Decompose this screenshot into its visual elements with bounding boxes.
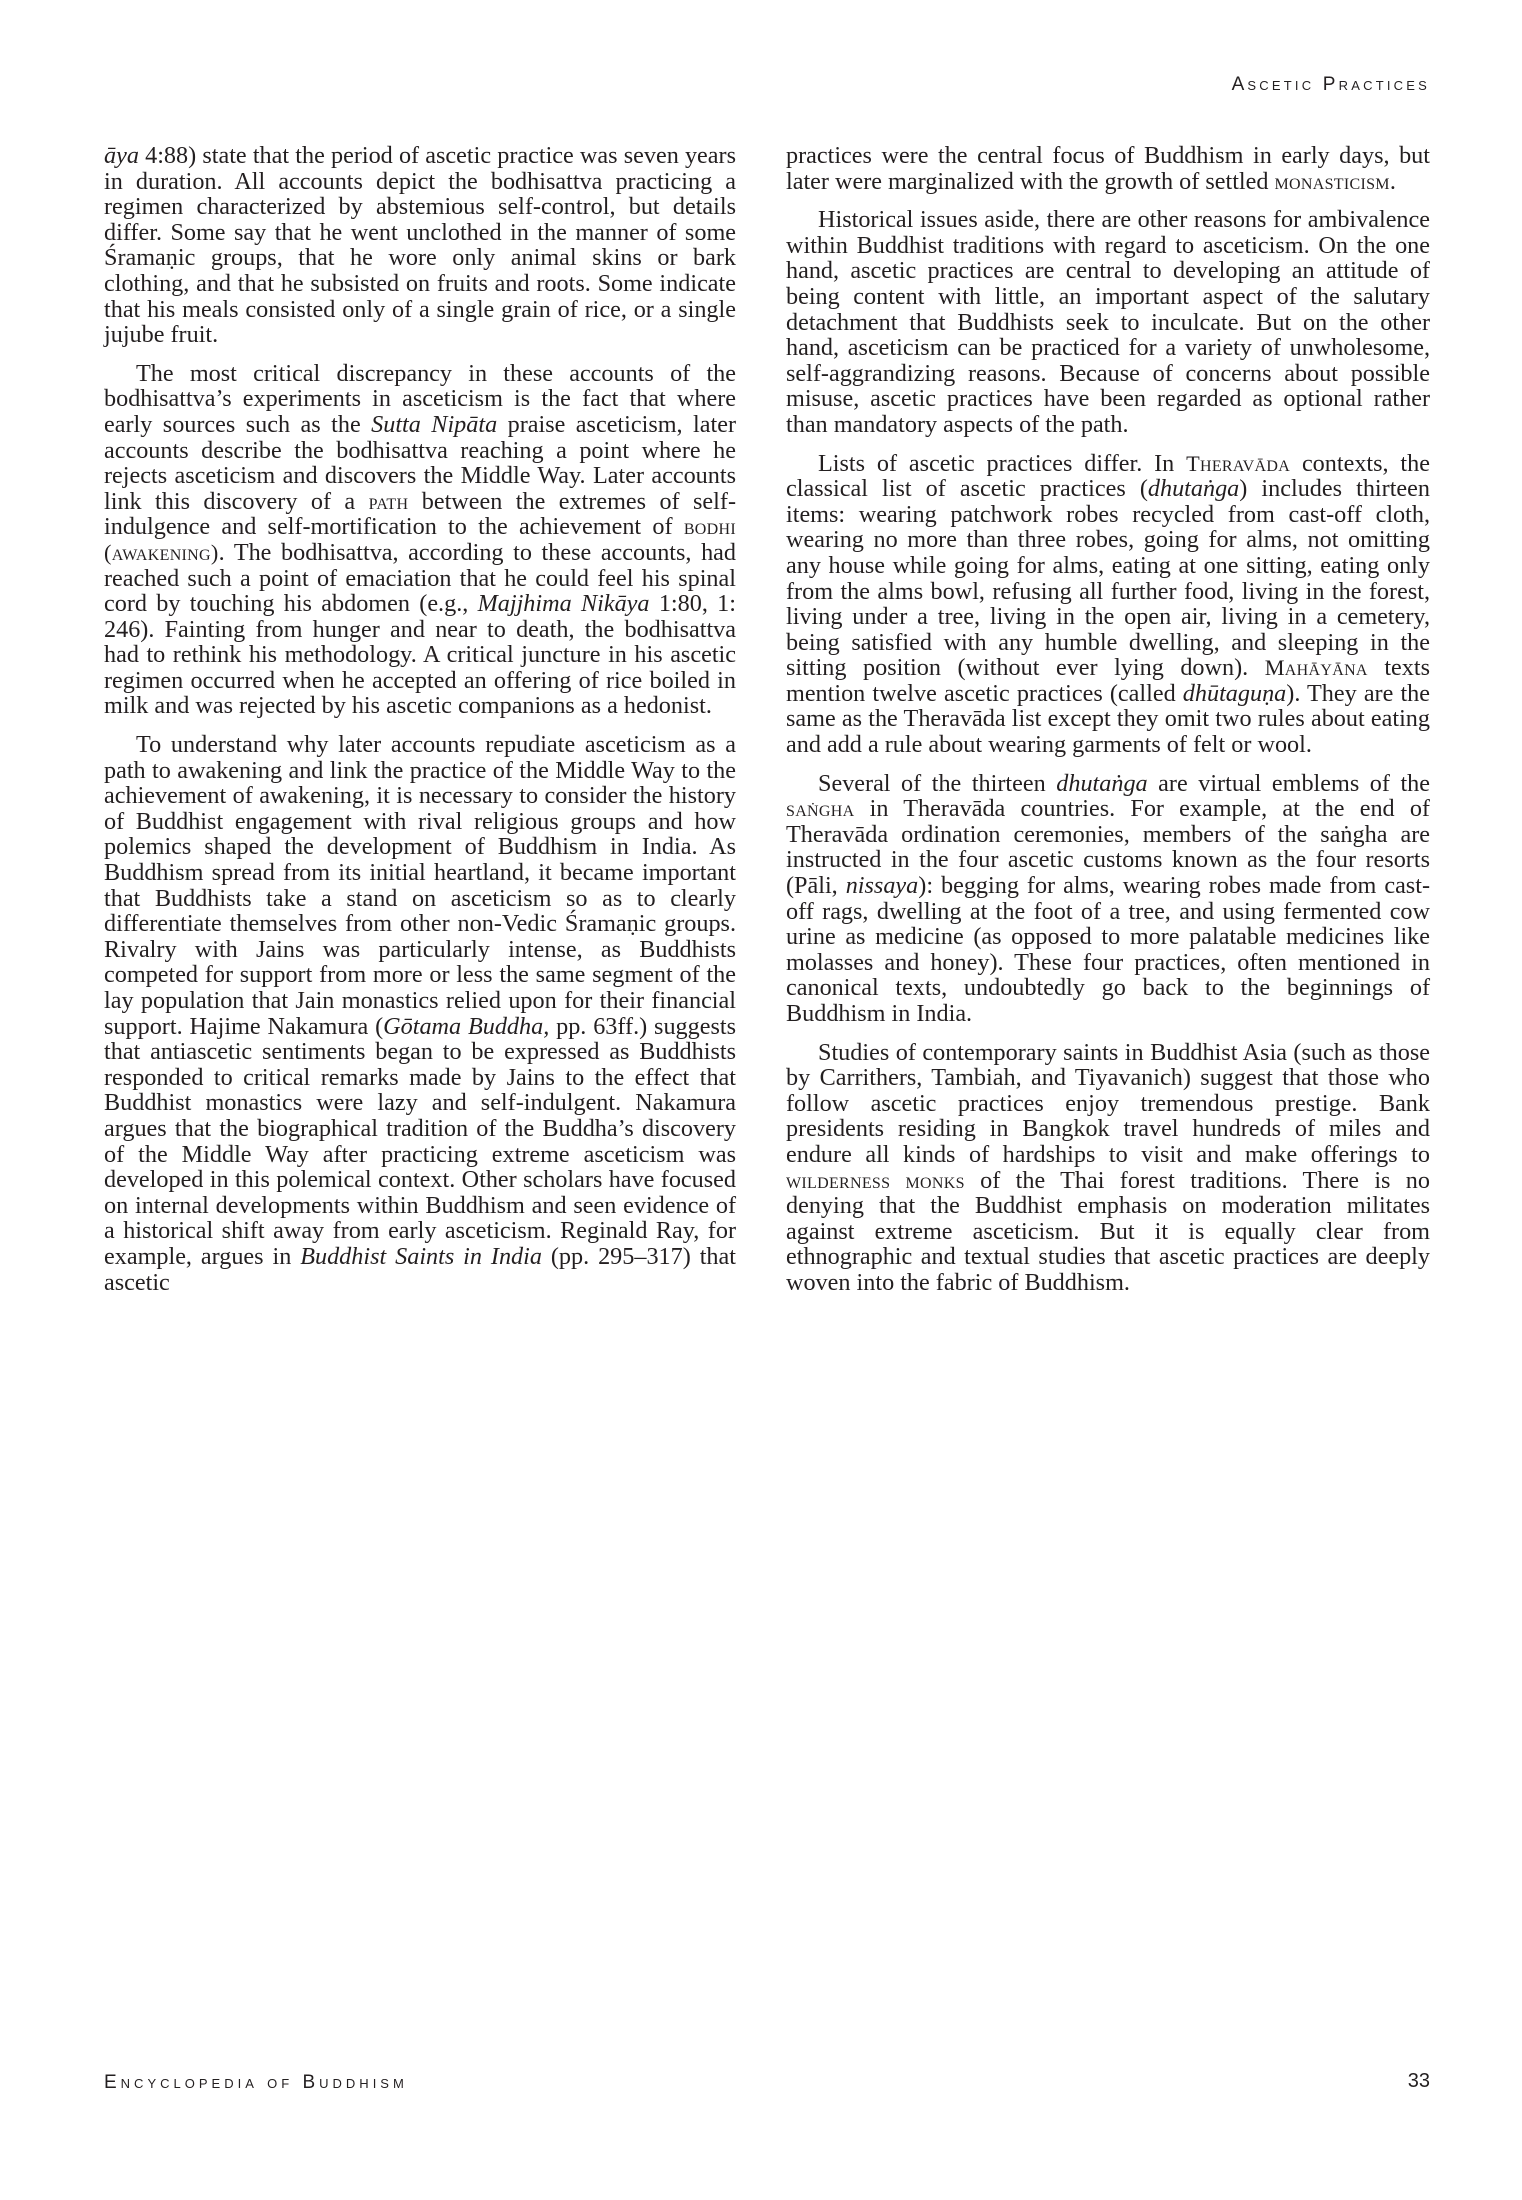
- cross-reference-link[interactable]: bodhi (awakening): [104, 514, 736, 565]
- text-run: Lists of ascetic practices differ. In: [818, 449, 1187, 477]
- paragraph: [786, 1040, 1430, 1296]
- left-column: [104, 143, 736, 1308]
- italic-term: dhutaṅga: [1056, 769, 1148, 797]
- text-run: texts mention twelve ascetic practices (called: [786, 654, 1430, 707]
- text-run: ). They are the same as the Theravāda list except they omit two rules about eating and add a rule about wearing garments of felt or wool.: [786, 679, 1431, 759]
- running-head: Ascetic Practices: [1231, 74, 1430, 95]
- paragraph: [786, 771, 1430, 1027]
- italic-term: dhūtaguṇa: [1182, 679, 1287, 707]
- text-run: contexts, the classical list of ascetic practices (: [786, 449, 1430, 503]
- text-run: 1:80, 1: 246). Fainting from hunger and near to death, the bodhisattva had to rethink his methodology. A critical juncture in his ascetic regimen occurred when he accepted an offering of rice boiled in milk and was rejected by his ascetic companions as a hedonist.: [104, 590, 736, 720]
- italic-title: Sutta Nipāta: [371, 410, 498, 438]
- text-run: pp. 63ff.) suggests that antiascetic sentiments began to be expressed as Buddhists responded to critical remarks made by Jains to the effect that Buddhist monastics were lazy and self-indulgent. Nakamura argues that the biographical tradition of the Buddha’s discovery of the Middle Way after practicing extreme asceticism was developed in this polemical context. Other scholars have focused on internal developments within Buddhism and seen evidence of a historical shift away from early asceticism. Reginald Ray, for example, argues in: [104, 1012, 737, 1270]
- text-run: Historical issues aside, there are other reasons for ambivalence within Buddhist traditions with regard to asceticism. On the one hand, ascetic practices are central to developing an attitude of being content with little, an important aspect of the salutary detachment that Buddhists seek to inculcate. But on the other hand, asceticism can be practiced for a variety of unwholesome, self-aggrandizing reasons. Because of concerns about possible misuse, ascetic practices have been regarded as optional rather than mandatory aspects of the path.: [786, 206, 1430, 438]
- text-run: Studies of contemporary saints in Buddhist Asia (such as those by Carrithers, Tambiah, and Tiyavanich) suggest that those who follow ascetic practices enjoy tremendous prestige. Bank presidents residing in Bangkok travel hundreds of miles and endure all kinds of hardships to visit and make offerings to: [786, 1038, 1430, 1168]
- italic-term: nissaya: [845, 872, 919, 900]
- paragraph: [104, 143, 736, 348]
- cross-reference-link[interactable]: Theravāda: [1186, 450, 1291, 476]
- text-run: The most critical discrepancy in these accounts of the bodhisattva’s experiments in asceticism is the fact that where early sources such as the: [104, 359, 736, 438]
- text-run: .: [1389, 167, 1396, 195]
- text-run: between the extremes of self-indulgence and self-mortification to the achievement of: [104, 487, 736, 541]
- text-run: (pp. 295–317) that ascetic: [104, 1242, 736, 1296]
- italic-term: dhutaṅga: [1147, 475, 1240, 503]
- text-run: To understand why later accounts repudiate asceticism as a path to awakening and link the practice of the Middle Way to the achievement of awakening, it is necessary to consider the history of Buddhist engagement with rival religious groups and how polemics shaped the development of Buddhism in India. As Buddhism spread from its initial heartland, it became important that Buddhists take a stand on asceticism so as to clearly differentiate themselves from other non-Vedic Śramaṇic groups. Rivalry with Jains was particularly intense, as Buddhists competed for support from more or less the same segment of the lay population that Jain monastics relied upon for their financial support. Hajime Nakamura (: [104, 731, 736, 1040]
- text-run: of the Thai forest traditions. There is no denying that the Buddhist emphasis on moderation militates against extreme asceticism. But it is equally clear from ethnographic and textual studies that ascetic practices are deeply woven into the fabric of Buddhism.: [786, 1166, 1430, 1296]
- text-run: ): begging for alms, wearing robes made from cast-off rags, dwelling at the foot of a tree, and using fermented cow urine as medicine (as opposed to more palatable medicines like molasses and honey). These four practices, often mentioned in canonical texts, undoubtedly go back to the beginnings of Buddhism in India.: [786, 872, 1430, 1027]
- right-column: [786, 143, 1430, 1309]
- page-number: 33: [1407, 2070, 1430, 2092]
- text-run: 4:88) state that the period of ascetic practice was seven years in duration. All accounts depict the bodhisattva practicing a regimen characterized by abstemious self-control, but details differ. Some say that he went unclothed in the manner of some Śramaṇic groups, that he wore only animal skins or bark clothing, and that he subsisted on fruits and roots. Some indicate that his meals consisted only of a single grain of rice, or a single jujube fruit.: [104, 142, 736, 349]
- footer-book-title: Encyclopedia of Buddhism: [104, 2072, 408, 2093]
- paragraph: [104, 361, 736, 719]
- text-run: . The bodhisattva, according to these accounts, had reached such a point of emaciation that he could feel his spinal cord by touching his abdomen (e.g.,: [104, 538, 736, 618]
- cross-reference-link[interactable]: Mahāyāna: [1264, 655, 1368, 681]
- cross-reference-link[interactable]: wilderness monks: [786, 1167, 965, 1193]
- text-run: are virtual emblems of the: [1147, 769, 1431, 797]
- paragraph: [786, 143, 1430, 194]
- text-run: praise asceticism, later accounts describe the bodhisattva reaching a point where he rejects asceticism and discovers the Middle Way. Later accounts link this discovery of a: [104, 410, 737, 515]
- text-run: in Theravāda countries. For example, at the end of Theravāda ordination ceremonies, members of the saṅgha are instructed in the four ascetic customs known as the four resorts (Pāli,: [786, 795, 1430, 900]
- italic-title: Buddhist Saints in India: [300, 1242, 542, 1270]
- text-run: Several of the thirteen: [818, 769, 1057, 797]
- text-run: practices were the central focus of Buddhism in early days, but later were marginalized with the growth of settled: [786, 142, 1430, 195]
- paragraph: [104, 732, 736, 1295]
- italic-title: Majjhima Nikāya: [477, 590, 650, 618]
- paragraph: [786, 207, 1430, 437]
- text-run: ) includes thirteen items: wearing patchwork robes recycled from cast-off cloth, wearing no more than three robes, going for alms, not omitting any house while going for alms, eating at one sitting, eating only from the alms bowl, refusing all further food, living in the forest, living under a tree, living in the open air, living in a cemetery, being satisfied with any humble dwelling, and sleeping in the sitting position (without ever lying down).: [786, 475, 1430, 682]
- paragraph: [786, 451, 1430, 758]
- cross-reference-link[interactable]: path: [368, 488, 409, 514]
- italic-title: Gōtama Buddha,: [383, 1012, 550, 1040]
- cross-reference-link[interactable]: saṅgha: [786, 796, 855, 822]
- italic-term: āya: [104, 142, 139, 169]
- cross-reference-link[interactable]: monasticism: [1274, 168, 1390, 194]
